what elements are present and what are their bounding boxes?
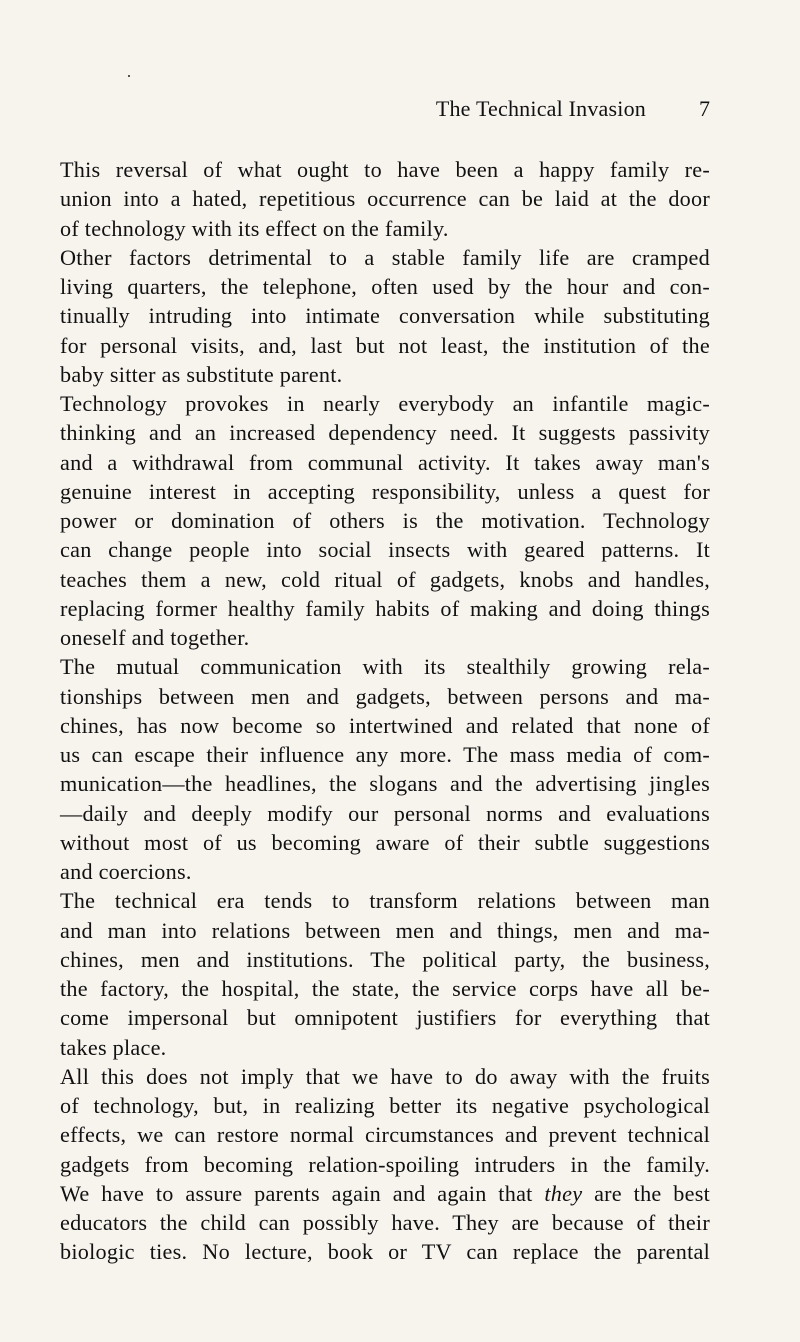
text-line: gadgets from becoming relation-spoiling intruders in the family.	[60, 1151, 710, 1177]
text-line: —daily and deeply modify our personal norms and evaluations	[60, 800, 710, 826]
text-line: without most of us becoming aware of their subtle suggestions	[60, 829, 710, 855]
text-line: tinually intruding into intimate conversation while substituting	[60, 303, 710, 329]
text-line: This reversal of what ought to have been a happy family re-	[60, 157, 710, 182]
text-line: of technology with its effect on the family.	[60, 215, 449, 241]
text-line: replacing former healthy family habits of making and doing things	[60, 595, 710, 621]
text-line: can change people into social insects with geared patterns. It	[60, 537, 710, 563]
emphasis-text: they	[544, 1180, 583, 1206]
paragraph-5	[60, 886, 710, 1062]
paragraph-3	[60, 389, 710, 652]
page-speck-mark	[128, 75, 130, 77]
text-line: effects, we can restore normal circumstances and prevent technical	[60, 1122, 710, 1148]
text-line: tionships between men and gadgets, between persons and ma-	[60, 683, 710, 709]
text-line: thinking and an increased dependency need. It suggests passivity	[60, 420, 710, 446]
text-line: come impersonal but omnipotent justifiers for everything that	[60, 1005, 710, 1031]
paragraph-2	[60, 243, 710, 389]
text-line: for personal visits, and, last but not least, the institution of the	[60, 332, 710, 358]
paragraph-4	[60, 652, 710, 886]
text-line: oneself and together.	[60, 625, 250, 650]
text-line: All this does not imply that we have to do away with the fruits	[60, 1063, 710, 1089]
text-line: of technology, but, in realizing better its negative psychological	[60, 1093, 710, 1118]
text-line: living quarters, the telephone, often used by the hour and con-	[60, 274, 710, 299]
paragraph-6	[60, 1062, 710, 1267]
text-line: and coercions.	[60, 859, 192, 884]
text-line: chines, men and institutions. The political party, the business,	[60, 946, 710, 972]
text-line: The mutual communication with its stealthily growing rela-	[60, 654, 710, 680]
text-line: biologic ties. No lecture, book or TV can replace the parental	[60, 1239, 710, 1265]
text-segment: We have to assure parents again and again that	[60, 1180, 545, 1206]
text-line: the factory, the hospital, the state, the service corps have all be-	[60, 976, 710, 1001]
page-header	[60, 96, 710, 132]
text-line: teaches them a new, cold ritual of gadgets, knobs and handles,	[60, 566, 710, 592]
text-line: genuine interest in accepting responsibility, unless a quest for	[60, 478, 710, 504]
text-line: Other factors detrimental to a stable family life are cramped	[60, 244, 710, 270]
text-line: munication—the headlines, the slogans and the advertising jingles	[60, 771, 710, 797]
running-title: The Technical Invasion	[435, 96, 646, 121]
text-line: Technology provokes in nearly everybody an infantile magic-	[60, 391, 710, 416]
text-line: takes place.	[60, 1034, 167, 1060]
text-line: union into a hated, repetitious occurrence can be laid at the door	[60, 186, 710, 212]
text-line: and man into relations between men and things, men and ma-	[60, 917, 710, 943]
text-line-with-emphasis	[60, 1179, 710, 1208]
text-line: The technical era tends to transform relations between man	[60, 888, 710, 914]
paragraph-1	[60, 155, 710, 243]
text-line: and a withdrawal from communal activity. It takes away man's	[60, 449, 710, 475]
text-line: power or domination of others is the motivation. Technology	[60, 508, 710, 533]
text-line: chines, has now become so intertwined and related that none of	[60, 712, 710, 738]
page-number: 7	[699, 96, 710, 121]
text-segment: are the best	[582, 1180, 710, 1206]
text-line: baby sitter as substitute parent.	[60, 361, 343, 387]
text-line: educators the child can possibly have. They are because of their	[60, 1210, 710, 1235]
body-text	[60, 155, 710, 1267]
text-line: us can escape their influence any more. The mass media of com-	[60, 742, 710, 767]
